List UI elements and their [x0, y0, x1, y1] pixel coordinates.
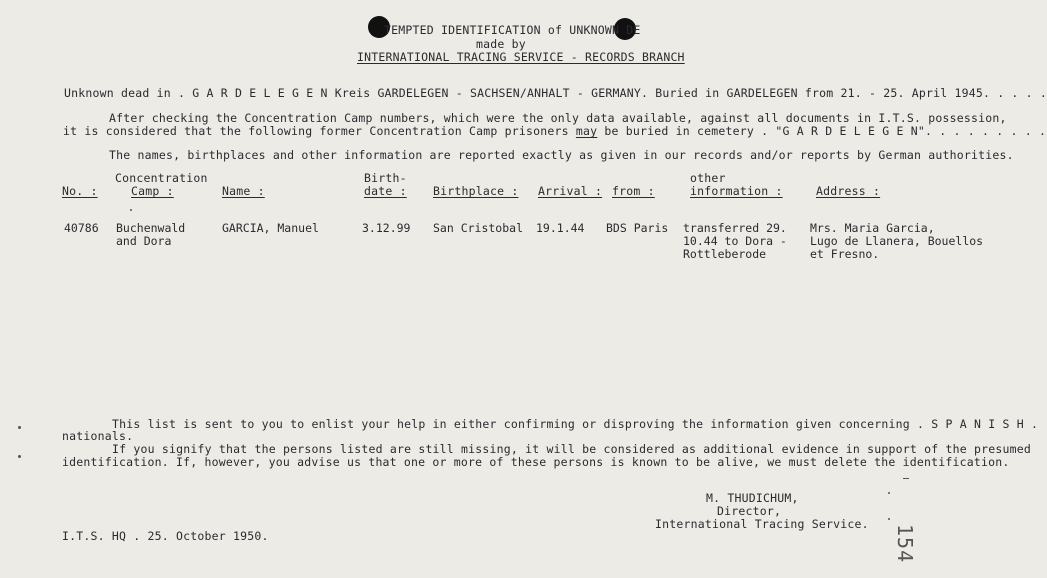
col-header-no: No. : [62, 184, 98, 198]
col-header-name: Name : [222, 184, 265, 198]
cell-arrival: 19.1.44 [536, 221, 585, 235]
cell-other-line-1: transferred 29. [683, 221, 787, 235]
intro-paragraph-line-1: After checking the Concentration Camp numbers, which were the only data available, against all documents in I.T.S. possession, [109, 111, 1007, 125]
margin-mark [888, 492, 890, 494]
cell-camp-line-2: and Dora [116, 234, 172, 248]
col-header-camp: Camp : [131, 184, 174, 198]
col-header-address: Address : [816, 184, 881, 198]
footer-paragraph-1-line-1: This list is sent to you to enlist your help in either confirming or disproving the information given concerning . S P A N I S H . [112, 417, 1039, 431]
signatory-name: M. THUDICHUM, [706, 491, 799, 505]
margin-mark [888, 518, 890, 520]
footer-paragraph-2-line-2: identification. If, however, you advise us that one or more of these persons is known to be alive, we must delete the identification. [62, 455, 1010, 469]
cell-from: BDS Paris [606, 221, 669, 235]
column-tick-mark [130, 209, 132, 211]
col-header-other-top: other [690, 171, 726, 185]
intro-paragraph-line-2 [63, 125, 1046, 138]
signatory-title: Director, [717, 504, 782, 518]
margin-dot [18, 455, 21, 458]
intro-cemetery: be buried in cemetery . "G A R D E L E G E N". . . . . . . . . [597, 124, 1047, 138]
signatory-organization: International Tracing Service. [655, 517, 869, 531]
intro-text: it is considered that the following former Concentration Camp prisoners [63, 124, 576, 138]
cell-no: 40786 [64, 221, 99, 235]
cell-name: GARCIA, Manuel [222, 221, 319, 235]
cell-other-line-2: 10.44 to Dora - [683, 234, 787, 248]
document-title: TEMPTED IDENTIFICATION of UNKNOWN DE [384, 23, 641, 37]
margin-mark [903, 478, 909, 479]
col-header-birthplace: Birthplace : [433, 184, 519, 198]
cell-address-line-2: Lugo de Llanera, Bouellos [810, 234, 984, 248]
cell-birthplace: San Cristobal [433, 221, 524, 235]
footer-paragraph-1-line-2: nationals. [62, 429, 134, 443]
records-note: The names, birthplaces and other information are reported exactly as given in our records and/or reports by German authorities. [109, 148, 1014, 162]
intro-may-underlined: may [575, 124, 598, 138]
made-by-line: made by [476, 37, 526, 51]
col-header-other: information : [690, 184, 783, 198]
col-header-arrival: Arrival : [538, 184, 603, 198]
organization-line: INTERNATIONAL TRACING SERVICE - RECORDS BRANCH [357, 50, 685, 64]
location-line: Unknown dead in . G A R D E L E G E N Kreis GARDELEGEN - SACHSEN/ANHALT - GERMANY. Buried in GARDELEGEN from 21. - 25. April 1945. . . . . [64, 86, 1047, 100]
col-header-from: from : [612, 184, 655, 198]
margin-dot [18, 426, 21, 429]
cell-address-line-3: et Fresno. [810, 247, 880, 261]
cell-birthdate: 3.12.99 [362, 221, 411, 235]
col-header-camp-top: Concentration [115, 171, 208, 185]
page-number-stamp: 154 [893, 524, 917, 564]
cell-camp-line-1: Buchenwald [116, 221, 186, 235]
col-header-birthdate: date : [364, 184, 407, 198]
cell-address-line-1: Mrs. Maria Garcia, [810, 221, 935, 235]
cell-other-line-3: Rottleberode [683, 247, 767, 261]
col-header-birth-top: Birth- [364, 171, 407, 185]
place-and-date: I.T.S. HQ . 25. October 1950. [62, 529, 269, 543]
footer-paragraph-2-line-1: If you signify that the persons listed are still missing, it will be considered as additional evidence in support of the presumed [112, 442, 1031, 456]
